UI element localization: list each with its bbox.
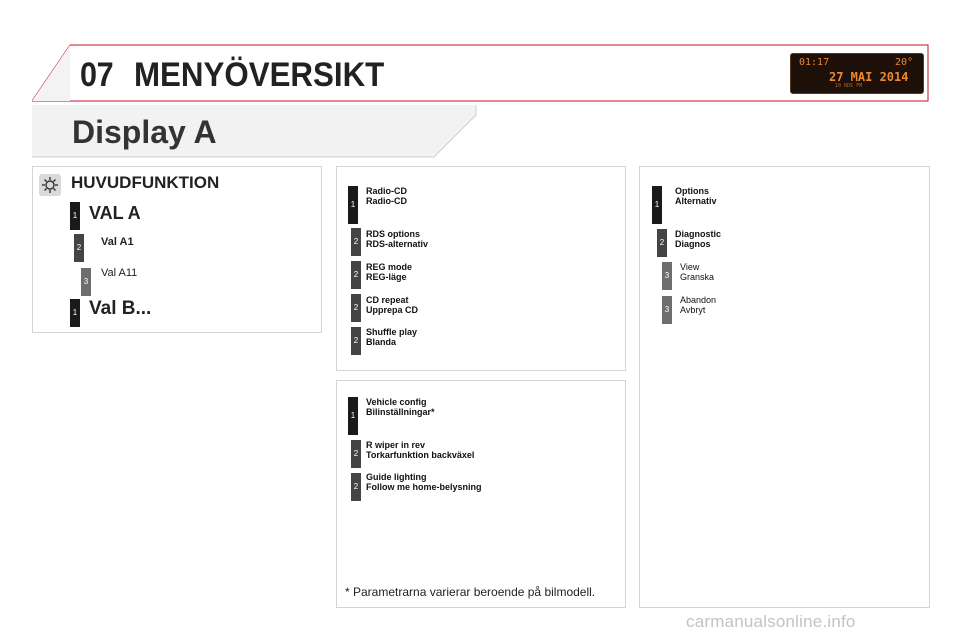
settings-icon: [39, 174, 61, 196]
main-function-panel: [32, 166, 322, 333]
level-badge: 1: [70, 299, 80, 327]
menu-item-label: Radio-CD Radio-CD: [366, 186, 407, 206]
level-badge: 1: [348, 397, 358, 435]
level-badge: 3: [81, 268, 91, 296]
options-panel: [639, 166, 930, 608]
menu-item-label: VAL A: [89, 203, 141, 223]
radio-cd-panel: [336, 166, 626, 371]
clock-status: 10 RDS FM: [835, 83, 863, 89]
menu-item-label: R wiper in rev Torkarfunktion backväxel: [366, 440, 475, 460]
menu-item-label: Shuffle play Blanda: [366, 327, 418, 347]
section-title: Display A: [72, 114, 217, 150]
level-badge: 2: [351, 440, 361, 468]
level-badge: 3: [662, 296, 672, 324]
menu-item-label: Val A11: [101, 267, 138, 279]
level-badge: 2: [351, 228, 361, 256]
menu-item-label: Diagnostic Diagnos: [675, 229, 722, 249]
menu-item-label: Vehicle config Bilinställningar*: [366, 397, 435, 417]
menu-item-label: Guide lighting Follow me home-belysning: [366, 472, 482, 492]
level-badge: 1: [348, 186, 358, 224]
menu-item-label: RDS options RDS-alternativ: [366, 229, 429, 249]
menu-item-label: Val A1: [101, 236, 134, 248]
level-badge: 2: [351, 261, 361, 289]
level-badge: 2: [74, 234, 84, 262]
level-badge: 1: [652, 186, 662, 224]
watermark: carmanualsonline.info: [686, 612, 856, 631]
page-title: MENYÖVERSIKT: [134, 56, 385, 94]
menu-item-label: CD repeat Upprepa CD: [366, 295, 419, 315]
level-badge: 2: [351, 294, 361, 322]
panel-heading: HUVUDFUNKTION: [71, 173, 220, 192]
clock-date: 27 MAI 2014: [829, 70, 909, 84]
menu-item-label: Options Alternativ: [675, 186, 717, 206]
dashboard-clock-display: [790, 53, 924, 94]
level-badge: 3: [662, 262, 672, 290]
footnote: * Parametrarna varierar beroende på bilmodell.: [345, 585, 596, 599]
chapter-number: 07: [80, 56, 114, 94]
menu-item-label: REG mode REG-läge: [366, 262, 413, 282]
clock-temp: 20°: [895, 57, 914, 68]
level-badge: 2: [351, 473, 361, 501]
level-badge: 2: [351, 327, 361, 355]
vehicle-config-panel: [336, 380, 626, 608]
clock-time: 01:17: [799, 57, 830, 68]
level-badge: 1: [70, 202, 80, 230]
menu-item-label: View Granska: [680, 262, 715, 282]
menu-item-label: Val B...: [89, 298, 152, 319]
menu-item-label: Abandon Avbryt: [680, 295, 717, 315]
level-badge: 2: [657, 229, 667, 257]
